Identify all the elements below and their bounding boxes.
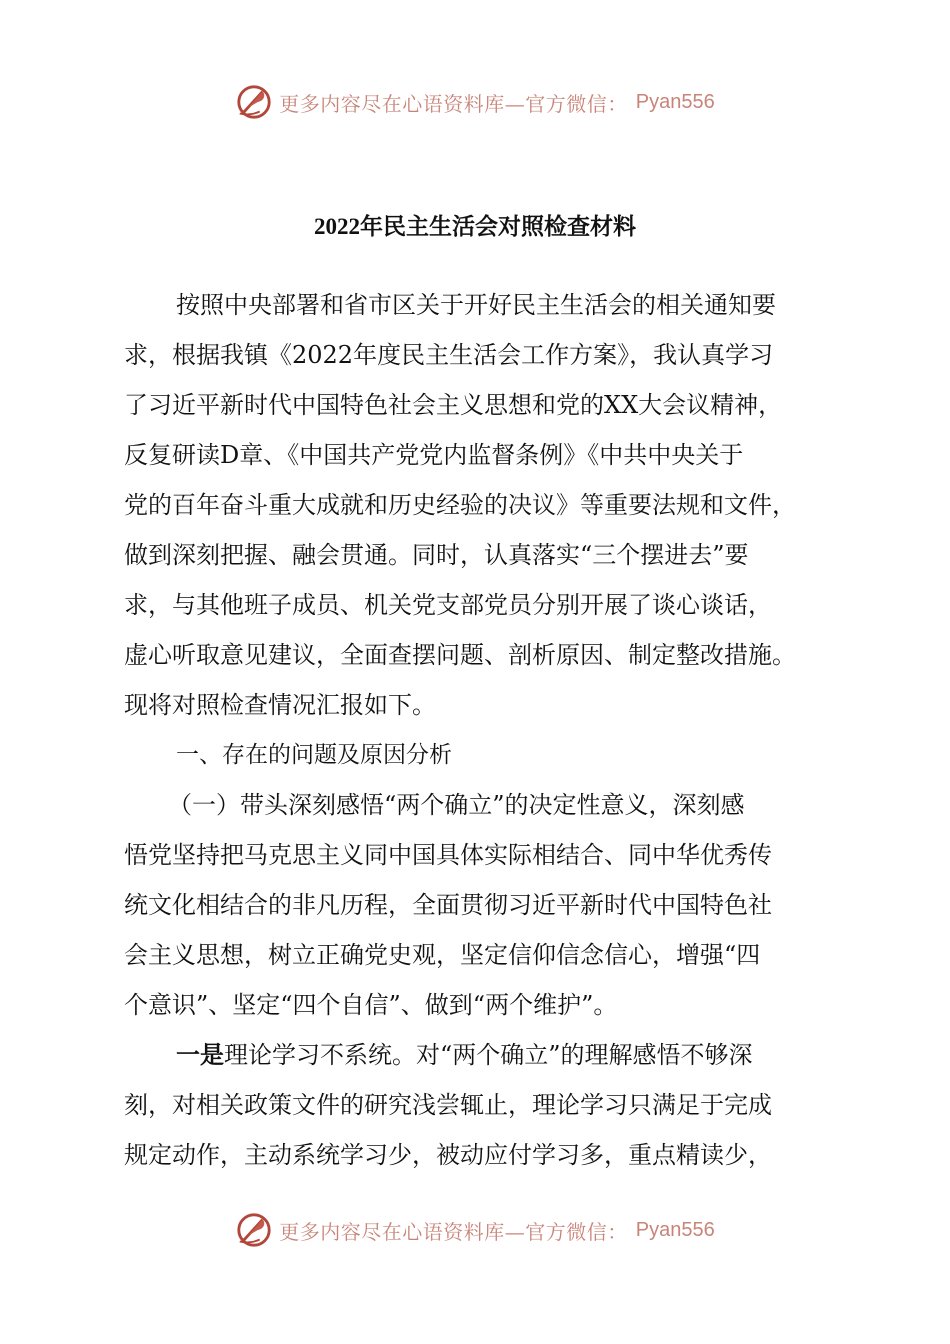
subsection-line-1: （一）带头深刻感悟“两个确立”的决定性意义，深刻感 — [168, 791, 745, 819]
point-text: 理论学习不系统。对“两个确立”的理解感悟不够深 — [224, 1041, 753, 1069]
subsection-line-4: 会主义思想，树立正确党史观，坚定信仰信念信心，增强“四 — [124, 941, 761, 969]
watermark-wechat-id: Pyan556 — [635, 90, 715, 113]
intro-line-7: 求，与其他班子成员、机关党支部党员分别开展了谈心谈话， — [124, 591, 772, 619]
intro-line-3: 了习近平新时代中国特色社会主义思想和党的XX大会议精神， — [124, 391, 783, 419]
intro-line-8: 虚心听取意见建议，全面查摆问题、剖析原因、制定整改措施。 — [124, 641, 796, 669]
subsection-line-2: 悟党坚持把马克思主义同中国具体实际相结合、同中华优秀传 — [124, 841, 772, 869]
point-line-2: 刻，对相关政策文件的研究浅尝辄止，理论学习只满足于完成 — [124, 1091, 772, 1119]
point-lead: 一是 — [176, 1040, 224, 1069]
intro-line-1: 按照中央部署和省市区关于开好民主生活会的相关通知要 — [176, 291, 776, 319]
section-heading: 一、存在的问题及原因分析 — [176, 742, 452, 768]
point-line-1 — [176, 1035, 753, 1075]
intro-line-5: 党的百年奋斗重大成就和历史经验的决议》等重要法规和文件， — [124, 491, 796, 519]
quill-logo-icon — [235, 1211, 273, 1249]
intro-line-6: 做到深刻把握、融会贯通。同时，认真落实“三个摆进去”要 — [124, 541, 749, 569]
quill-logo-icon — [235, 83, 273, 121]
watermark-text: 更多内容尽在心语资料库—官方微信： — [279, 91, 628, 116]
watermark-wechat-id: Pyan556 — [635, 1218, 715, 1241]
document-title: 2022年民主生活会对照检查材料 — [314, 214, 636, 239]
top-watermark — [0, 80, 950, 124]
subsection-line-5: 个意识”、坚定“四个自信”、做到“两个维护”。 — [124, 991, 618, 1019]
intro-line-4: 反复研读D章、《中国共产党党内监督条例》《中共中央关于 — [124, 441, 744, 469]
intro-line-2: 求，根据我镇《2022年度民主生活会工作方案》，我认真学习 — [124, 341, 774, 369]
watermark-text: 更多内容尽在心语资料库—官方微信： — [279, 1219, 628, 1244]
bottom-watermark — [0, 1208, 950, 1252]
subsection-line-3: 统文化相结合的非凡历程，全面贯彻习近平新时代中国特色社 — [124, 891, 772, 919]
point-line-3: 规定动作，主动系统学习少，被动应付学习多，重点精读少， — [124, 1141, 772, 1169]
intro-line-9: 现将对照检查情况汇报如下。 — [124, 691, 436, 719]
